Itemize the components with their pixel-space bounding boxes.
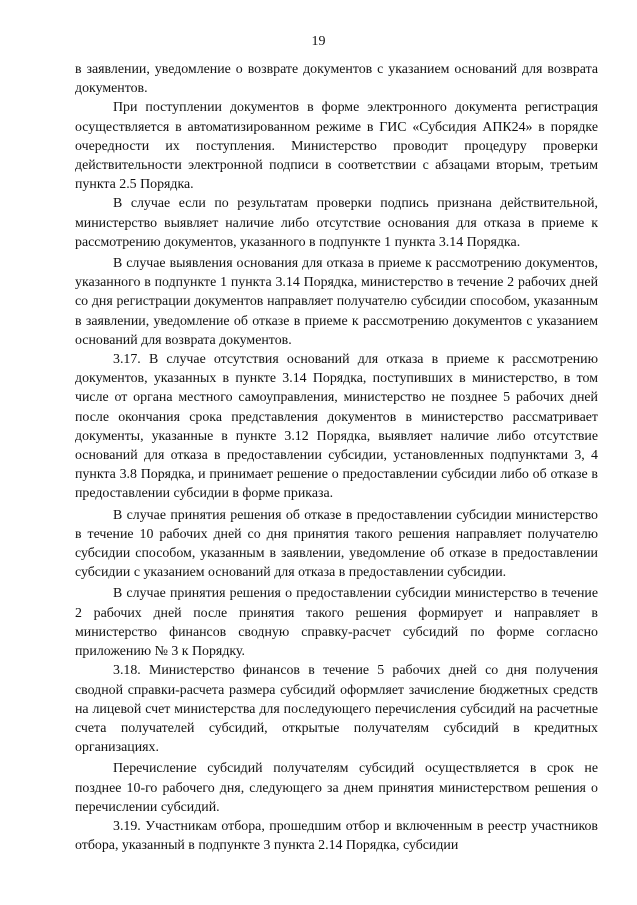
paragraph: 3.17. В случае отсутствия оснований для отказа в приеме к рассмотрению документов, указанных в пункте 3.14 Порядка, поступивших в министерство, в том числе от органа местного самоуправления, министерство не позднее 5 рабочих дней после окончания срока представления документов в министерство рассматривает документы, указанные в пункте 3.12 Порядка, выявляет наличие либо отсутствие оснований для отказа в предоставлении субсидии, установленных подпунктами 3, 4 пункта 3.8 Порядка, и принимает решение о предоставлении субсидии либо об отказе в предоставлении субсидии в форме приказа.: [75, 352, 598, 502]
paragraph: 3.18. Министерство финансов в течение 5 рабочих дней со дня получения сводной справки-расчета размера субсидий оформляет зачисление бюджетных средств на лицевой счет министерства для последующего перечисления субсидий на расчетные счета получателей субсидий, открытые получателям субсидий в кредитных организациях.: [75, 663, 598, 756]
paragraph: 3.19. Участникам отбора, прошедшим отбор и включенным в реестр участников отбора, указанный в подпункте 3 пункта 2.14 Порядка, субсидии: [75, 818, 598, 854]
document-body: [75, 60, 598, 855]
paragraph: При поступлении документов в форме электронного документа регистрация осуществляется в автоматизированном режиме в ГИС «Субсидия АПК24» в порядке очередности их поступления. Министерство проводит процедуру проверки действительности электронной подписи в соответствии с абзацами вторым, третьим пункта 2.5 Порядка.: [75, 100, 598, 193]
paragraph: в заявлении, уведомление о возврате документов с указанием оснований для возврата документов.: [75, 62, 598, 97]
paragraph: В случае выявления основания для отказа в приеме к рассмотрению документов, указанного в подпункте 1 пункта 3.14 Порядка, министерство в течение 2 рабочих дней со дня регистрации документов направляет получателю субсидии способом, указанным в заявлении, уведомление об отказе в приеме к рассмотрению документов с указанием оснований для возврата документов.: [75, 256, 598, 348]
page-number: 19: [311, 34, 326, 49]
paragraph: В случае если по результатам проверки подпись признана действительной, министерство выявляет наличие либо отсутствие основания для отказа в приеме к рассмотрению документов, указанного в подпункте 1 пункта 3.14 Порядка.: [75, 196, 598, 250]
paragraph: В случае принятия решения об отказе в предоставлении субсидии министерство в течение 10 рабочих дней со дня принятия такого решения направляет получателю субсидии способом, указанным в заявлении, уведомление об отказе в предоставлении субсидии с указанием оснований для отказа в предоставлении субсидии.: [75, 507, 598, 581]
paragraph: Перечисление субсидий получателям субсидий осуществляется в срок не позднее 10-го рабочего дня, следующего за днем принятия министерством решения о перечислении субсидий.: [75, 761, 598, 815]
paragraph: В случае принятия решения о предоставлении субсидии министерство в течение 2 рабочих дней после принятия такого решения формирует и направляет в министерство финансов сводную справку-расчет субсидий по форме согласно приложению № 3 к Порядку.: [75, 586, 598, 660]
